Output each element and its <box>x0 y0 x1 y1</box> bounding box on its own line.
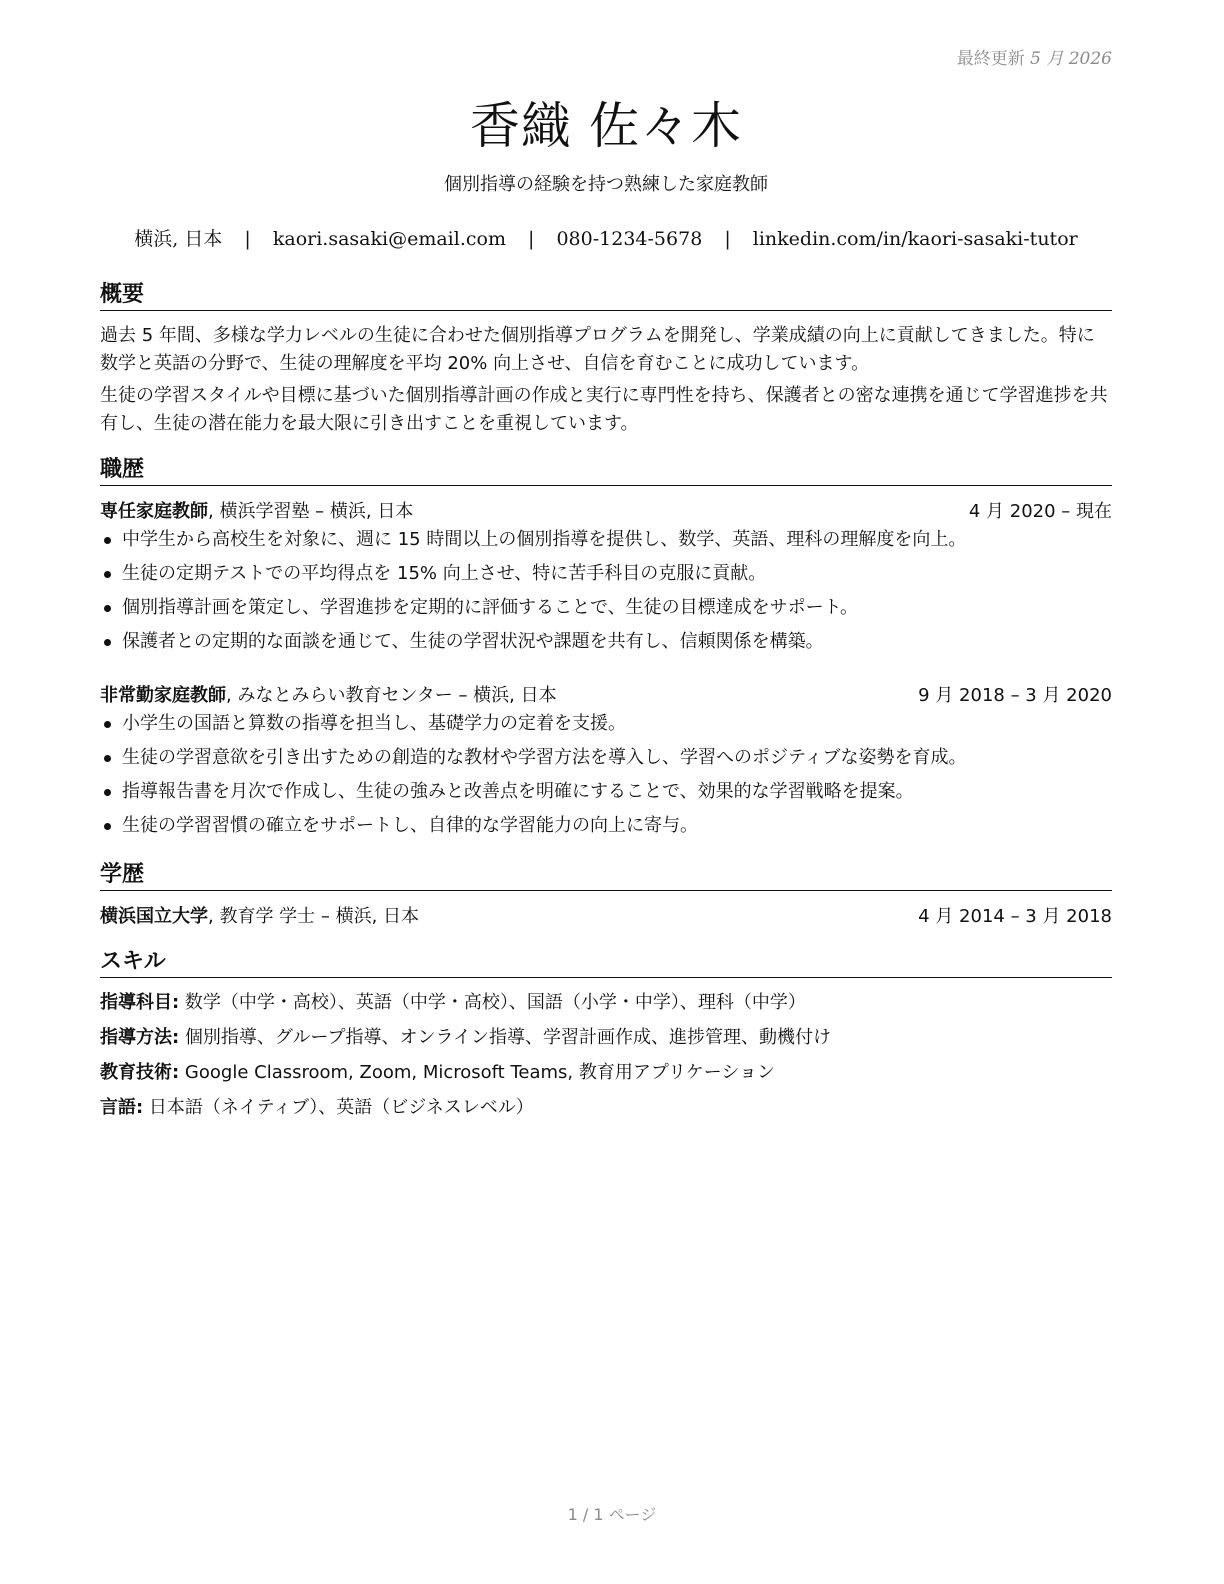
degree: , 教育学 学士 – 横浜, 日本 <box>208 906 420 927</box>
skill-label: 教育技術: <box>100 1062 180 1083</box>
education-entry <box>100 902 1112 928</box>
skill-value: 日本語（ネイティブ）、英語（ビジネスレベル） <box>143 1097 534 1118</box>
contact-separator: | <box>528 228 535 250</box>
contact-separator: | <box>244 228 251 250</box>
list-item: 生徒の学習意欲を引き出すための創造的な教材や学習方法を導入し、学習へのポジティブな姿勢を育成。 <box>100 745 1112 779</box>
summary-paragraph: 過去 5 年間、多様な学力レベルの生徒に合わせた個別指導プログラムを開発し、学業成績の向上に貢献してきました。特に数学と英語の分野で、生徒の理解度を平均 20% 向上させ、自信を育むことに成功しています。 <box>100 325 1095 374</box>
job-organization: , 横浜学習塾 – 横浜, 日本 <box>208 501 414 522</box>
job-organization: , みなとみらい教育センター – 横浜, 日本 <box>226 685 557 706</box>
section-heading-summary: 概要 <box>100 277 1112 311</box>
list-item: 中学生から高校生を対象に、週に 15 時間以上の個別指導を提供し、数学、英語、理科の理解度を向上。 <box>100 527 1112 561</box>
list-item: 個別指導計画を策定し、学習進捗を定期的に評価することで、生徒の目標達成をサポート。 <box>100 595 1112 629</box>
contact-email[interactable]: kaori.sasaki@email.com <box>272 228 506 250</box>
skill-row <box>100 1093 1112 1119</box>
job-dates: 4 月 2020 – 現在 <box>968 501 1112 522</box>
list-item: 指導報告書を月次で作成し、生徒の強みと改善点を明確にすることで、効果的な学習戦略を提案。 <box>100 779 1112 813</box>
contact-separator: | <box>724 228 731 250</box>
job-dates: 9 月 2018 – 3 月 2020 <box>918 685 1112 706</box>
contact-line <box>100 224 1112 251</box>
job-header <box>100 681 1112 707</box>
summary-paragraph: 生徒の学習スタイルや目標に基づいた個別指導計画の作成と実行に専門性を持ち、保護者との密な連携を通じて学習進捗を共有し、生徒の潜在能力を最大限に引き出すことを重視しています。 <box>100 385 1108 434</box>
candidate-name: 香織 佐々木 <box>470 97 742 155</box>
school-name: 横浜国立大学 <box>100 906 208 927</box>
list-item: 生徒の学習習慣の確立をサポートし、自律的な学習能力の向上に寄与。 <box>100 813 1112 847</box>
list-item: 生徒の定期テストでの平均得点を 15% 向上させ、特に苦手科目の克服に貢献。 <box>100 561 1112 595</box>
skill-label: 指導科目: <box>100 992 180 1013</box>
job-title: 専任家庭教師 <box>100 501 208 522</box>
skill-row <box>100 1058 1112 1084</box>
contact-phone[interactable]: 080-1234-5678 <box>556 228 703 250</box>
skill-value: 数学（中学・高校）、英語（中学・高校）、国語（小学・中学）、理科（中学） <box>179 992 806 1013</box>
skill-label: 言語: <box>100 1097 144 1118</box>
skill-row <box>100 988 1112 1014</box>
contact-location: 横浜, 日本 <box>134 228 223 250</box>
education-dates: 4 月 2014 – 3 月 2018 <box>918 906 1112 927</box>
section-heading-skills: スキル <box>100 944 1112 978</box>
skill-value: 個別指導、グループ指導、オンライン指導、学習計画作成、進捗管理、動機付け <box>179 1027 831 1048</box>
last-updated <box>957 44 1112 69</box>
last-updated-label: 最終更新 <box>956 49 1025 69</box>
list-item: 小学生の国語と算数の指導を担当し、基礎学力の定着を支援。 <box>100 711 1112 745</box>
job-bullets <box>100 527 1112 663</box>
tagline: 個別指導の経験を持つ熟練した家庭教師 <box>444 174 768 195</box>
skill-label: 指導方法: <box>100 1027 180 1048</box>
job-header <box>100 497 1112 523</box>
page-number: 1 / 1 ページ <box>567 1505 657 1524</box>
job-bullets <box>100 711 1112 847</box>
skill-value: Google Classroom, Zoom, Microsoft Teams, 教育用アプリケーション <box>179 1062 776 1083</box>
section-heading-experience: 職歴 <box>100 452 1112 486</box>
list-item: 保護者との定期的な面談を通じて、生徒の学習状況や課題を共有し、信頼関係を構築。 <box>100 629 1112 663</box>
last-updated-date: 5 月 2026 <box>1030 49 1112 69</box>
section-heading-education: 学歴 <box>100 857 1112 891</box>
contact-linkedin[interactable]: linkedin.com/in/kaori-sasaki-tutor <box>752 228 1078 250</box>
skill-row <box>100 1023 1112 1049</box>
job-title: 非常勤家庭教師 <box>100 685 226 706</box>
